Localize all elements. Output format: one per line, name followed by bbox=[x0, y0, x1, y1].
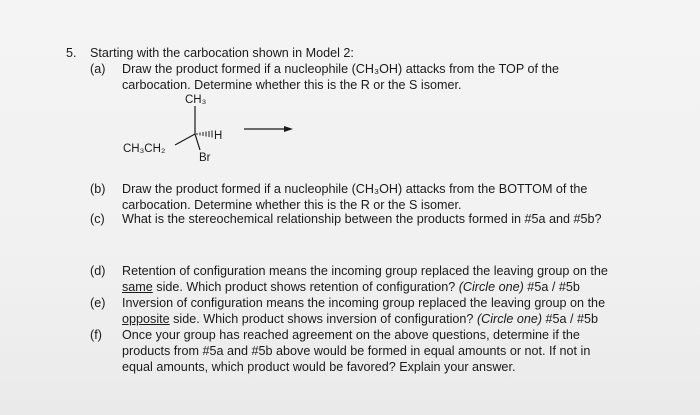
part-e-circle-one: (Circle one) bbox=[476, 312, 543, 326]
part-f-label: (f) bbox=[90, 328, 102, 342]
part-d-underlined-word: same bbox=[122, 280, 153, 294]
left-group-label: CH₃CH₂ bbox=[123, 143, 166, 155]
reaction-arrow-head bbox=[284, 126, 293, 132]
part-d-label: (d) bbox=[90, 264, 106, 278]
part-a-line1: Draw the product formed if a nucleophile (CH₃OH) attacks from the TOP of the bbox=[122, 62, 560, 76]
part-a-label: (a) bbox=[90, 62, 106, 76]
part-c-line1: What is the stereochemical relationship between the products formed in #5a and #5b? bbox=[122, 212, 602, 226]
part-b-line2: carbocation. Determine whether this is the R or the S isomer. bbox=[122, 198, 462, 212]
part-e-label: (e) bbox=[90, 296, 106, 310]
part-d-line2 bbox=[122, 280, 580, 295]
part-e-choices: #5a / #5b bbox=[542, 312, 599, 326]
part-d-circle-one: (Circle one) bbox=[458, 280, 524, 294]
part-e-line2-text: side. Which product shows inversion of configuration? bbox=[169, 312, 477, 326]
part-f-line2: products from #5a and #5b above would be formed in equal amounts or not. If not in bbox=[122, 344, 591, 358]
part-a-line2: carbocation. Determine whether this is the R or the S isomer. bbox=[122, 78, 462, 92]
question-intro: Starting with the carbocation shown in Model 2: bbox=[90, 46, 354, 60]
right-group-label: H bbox=[214, 130, 223, 142]
part-b-line1: Draw the product formed if a nucleophile (CH₃OH) attacks from the BOTTOM of the bbox=[122, 182, 588, 196]
question-number: 5. bbox=[66, 46, 77, 60]
part-d-line2-text: side. Which product shows retention of configuration? bbox=[152, 280, 459, 294]
part-f-line1: Once your group has reached agreement on the above questions, determine if the bbox=[122, 328, 580, 342]
bond-to-br bbox=[195, 134, 200, 150]
part-c-label: (c) bbox=[90, 212, 105, 226]
part-f-line3: equal amounts, which product would be favored? Explain your answer. bbox=[122, 360, 516, 374]
part-b-label: (b) bbox=[90, 182, 106, 196]
top-group-label: CH₃ bbox=[185, 94, 207, 106]
part-e-line2 bbox=[122, 312, 598, 327]
hashed-wedge-bond bbox=[197, 131, 212, 138]
part-d-line1: Retention of configuration means the incoming group replaced the leaving group on the bbox=[122, 264, 608, 278]
part-d-choices: #5a / #5b bbox=[523, 280, 580, 294]
part-e-underlined-word: opposite bbox=[122, 312, 170, 326]
part-e-line1: Inversion of configuration means the incoming group replaced the leaving group on the bbox=[122, 296, 606, 310]
bond-to-ethyl bbox=[175, 134, 195, 145]
bottom-group-label: Br bbox=[199, 152, 211, 164]
